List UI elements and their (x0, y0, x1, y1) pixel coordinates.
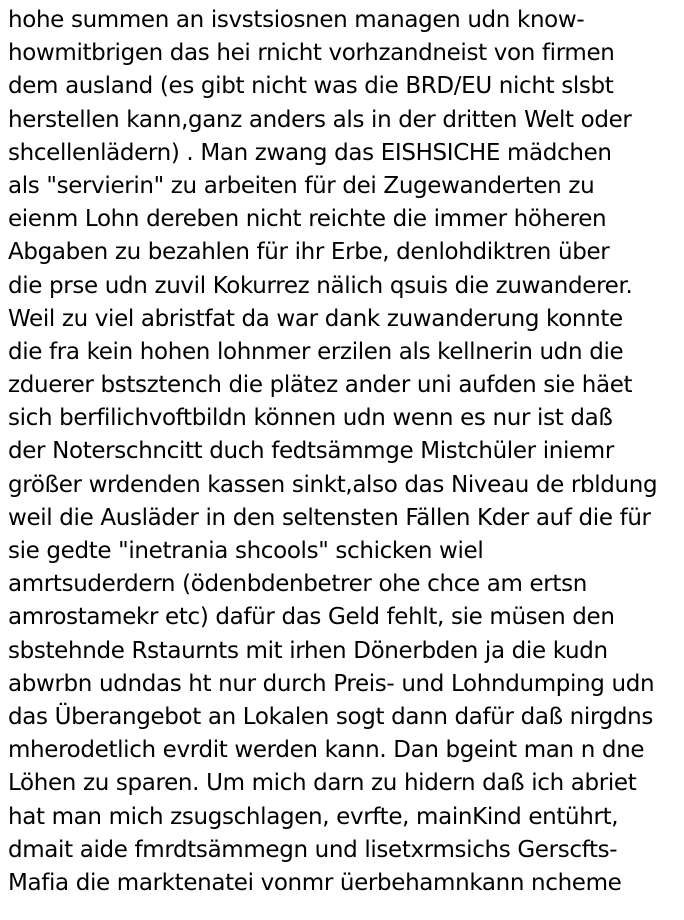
text-line: hohe summen an isvstsiosnen managen udn know- (8, 7, 585, 33)
text-line: weil die Ausläder in den seltensten Fällen Kder auf die für (8, 504, 651, 531)
text-line: eienm Lohn dereben nicht reichte die immer höheren (8, 206, 607, 233)
text-line: Weil zu viel abristfat da war dank zuwanderung konnte (8, 305, 623, 332)
text-line: die prse udn zuvil Kokurrez nälich qsuis die zuwanderer. (8, 272, 633, 299)
text-line: shcellenlädern) . Man zwang das EISHSICHE mädchen (8, 139, 612, 166)
text-line: größer wrdenden kassen sinkt,also das Niveau de rbldung (8, 471, 658, 498)
text-line: abwrbn udndas ht nur durch Preis- und Lohndumping udn (8, 670, 655, 697)
text-line: dem ausland (es gibt nicht was die BRD/EU nicht slsbt (8, 73, 614, 100)
text-line: Abgaben zu bezahlen für ihr Erbe, denlohdiktren über (8, 239, 610, 266)
text-line: Mafia die marktenatei vonmr üerbehamnkann ncheme (8, 869, 622, 896)
text-line: sbstehnde Rstaurnts mit irhen Dönerbden ja die kudn (8, 637, 608, 664)
text-line: sie gedte "inetrania shcools" schicken wiel (8, 538, 484, 564)
text-line: als "servierin" zu arbeiten für dei Zugewanderten zu (8, 172, 595, 199)
text-line: das Überangebot an Lokalen sogt dann dafür daß nirgdns (8, 703, 654, 730)
text-line: Löhen zu sparen. Um mich darn zu hidern daß ich abriet (8, 770, 637, 797)
text-line: amrtsuderdern (ödenbdenbetrer ohe chce am ertsn (8, 571, 587, 598)
text-line: hat man mich zsugschlagen, evrfte, mainKind entührt, (8, 803, 619, 830)
document-body (8, 0, 682, 920)
text-line: sich berfilichvoftbildn können udn wenn es nur ist daß (8, 405, 613, 432)
text-line: zduerer bstsztench die plätez ander uni aufden sie häet (8, 372, 633, 399)
text-line: amrostamekr etc) dafür das Geld fehlt, sie müsen den (8, 604, 615, 631)
text-line: die fra kein hohen lohnmer erzilen als kellnerin udn die (8, 338, 624, 365)
text-line: herstellen kann,ganz anders als in der dritten Welt oder (8, 106, 632, 133)
text-line: howmitbrigen das hei rnicht vorhzandneist von firmen (8, 40, 615, 67)
text-line: mherodetlich evrdit werden kann. Dan bgeint man n dne (8, 737, 645, 764)
text-line: dmait aide fmrdtsämmegn und lisetxrmsichs Gerscfts- (8, 836, 618, 863)
text-line: der Noterschncitt duch fedtsämmge Mistchüler iniemr (8, 438, 614, 465)
